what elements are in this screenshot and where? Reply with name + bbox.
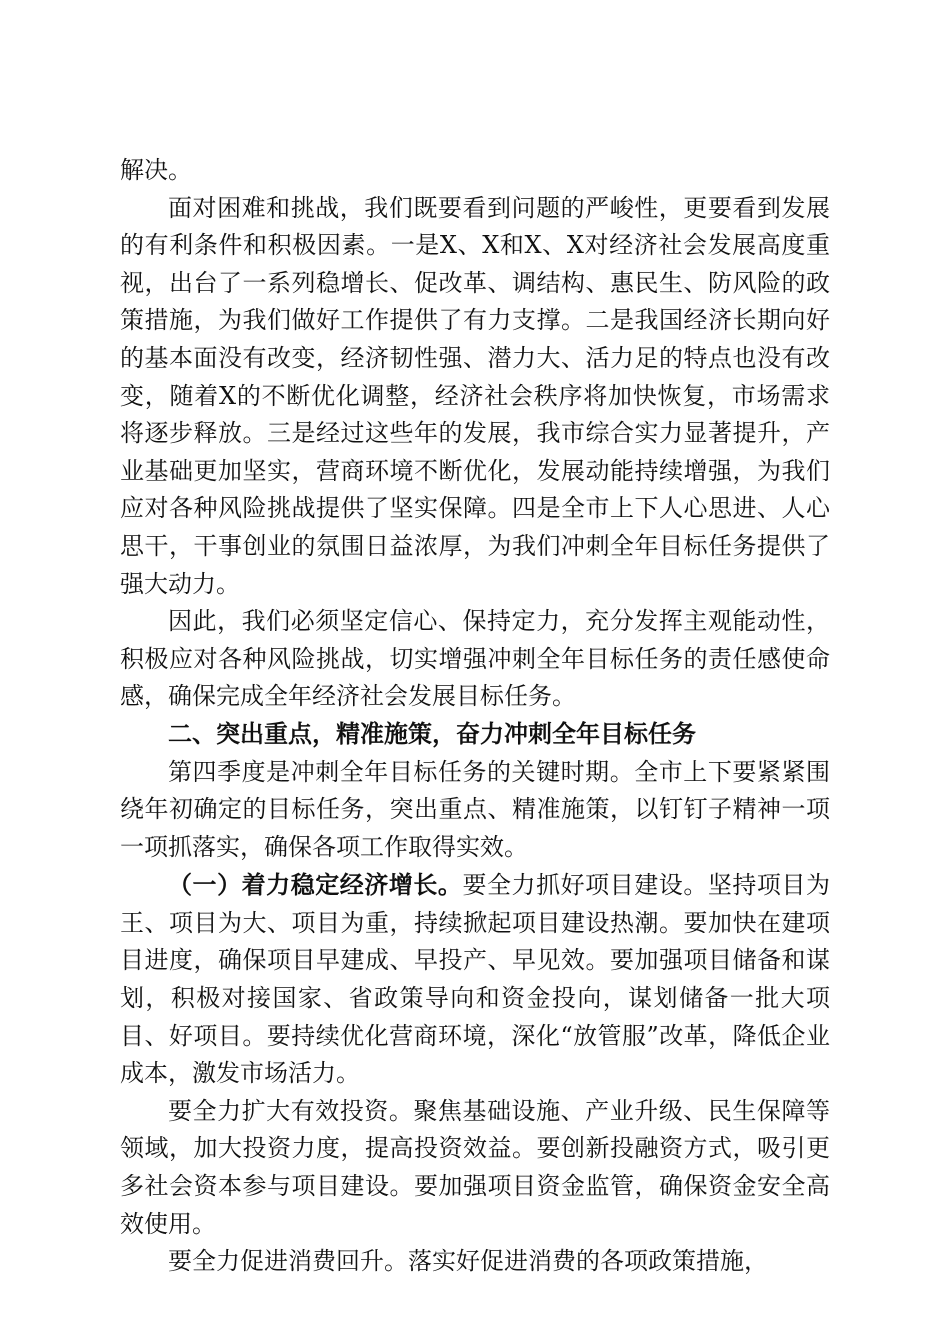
paragraph-favorable-conditions: 面对困难和挑战，我们既要看到问题的严峻性，更要看到发展的有利条件和积极因素。一是X、X和X、X对经济社会发展高度重视，出台了一系列稳增长、促改革、调结构、惠民生、防风险的政策措施，为我们做好工作提供了有力支撑。二是我国经济长期向好的基本面没有改变，经济韧性强、潜力大、活力足的特点也没有改变，随着X的不断优化调整，经济社会秩序将加快恢复，市场需求将逐步释放。三是经过这些年的发展，我市综合实力显著提升，产业基础更加坚实，营商环境不断优化，发展动能持续增强，为我们应对各种风险挑战提供了坚实保障。四是全市上下人心思进、人心思干，干事创业的氛围日益浓厚，为我们冲刺全年目标任务提供了强大动力。: [120, 193, 830, 598]
paragraph-stabilize-growth-body: 要全力抓好项目建设。坚持项目为王、项目为大、项目为重，持续掀起项目建设热潮。要加快在建项目进度，确保项目早建成、早投产、早见效。要加强项目储备和谋划，积极对接国家、省政策导向和资金投向，谋划储备一批大项目、好项目。要持续优化营商环境，深化“放管服”改革，降低企业成本，激发市场活力。: [120, 871, 831, 1088]
document-body: [120, 152, 830, 1281]
subheading-stabilize-growth: （一）着力稳定经济增长。: [168, 870, 463, 900]
paragraph-fourth-quarter: 第四季度是冲刺全年目标任务的关键时期。全市上下要紧紧围绕年初确定的目标任务，突出重点、精准施策，以钉钉子精神一项一项抓落实，确保各项工作取得实效。: [120, 757, 830, 861]
paragraph-consumption: 要全力促进消费回升。落实好促进消费的各项政策措施，: [168, 1247, 768, 1276]
paragraph-confidence: 因此，我们必须坚定信心、保持定力，充分发挥主观能动性，积极应对各种风险挑战，切实增强冲刺全年目标任务的责任感使命感，确保完成全年经济社会发展目标任务。: [120, 607, 830, 711]
paragraph-stabilize-growth: [120, 866, 830, 1093]
section-heading-two: 二、突出重点，精准施策，奋力冲刺全年目标任务: [168, 719, 696, 748]
paragraph-effective-investment: 要全力扩大有效投资。聚焦基础设施、产业升级、民生保障等领域，加大投资力度，提高投资效益。要创新投融资方式，吸引更多社会资本参与项目建设。要加强项目资金监管，确保资金安全高效使用。: [120, 1096, 830, 1238]
paragraph-continuation: 解决。: [120, 156, 192, 184]
